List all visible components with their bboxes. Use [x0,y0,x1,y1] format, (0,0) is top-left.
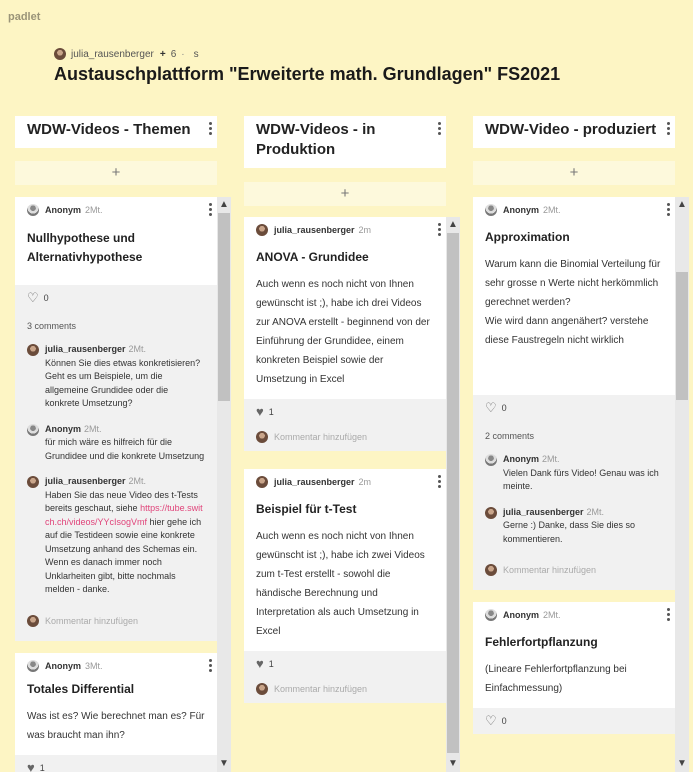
add-comment-placeholder: Kommentar hinzufügen [45,615,139,626]
avatar [27,204,39,216]
post-author: Anonym [503,610,539,620]
avatar [27,615,39,627]
column-menu-icon[interactable] [667,122,671,137]
time-suffix: s [193,48,199,60]
post-footer [244,399,446,451]
comment-time: 2Mt. [128,344,147,354]
add-comment-field[interactable] [27,615,205,627]
post-body: Was ist es? Wie berechnet man es? Für was braucht man ihn? [27,710,205,741]
avatar [485,609,497,621]
column-title: WDW-Videos - in Produktion [256,121,376,158]
scroll-up-icon[interactable]: ▲ [219,199,229,210]
add-post-button[interactable]: + [15,161,217,185]
post-author: Anonym [45,660,81,671]
like-button[interactable] [27,759,205,772]
comment-time: 2Mt. [84,423,102,434]
like-button[interactable] [256,404,434,419]
comment-text: Haben Sie das neue Video des t-Tests bereits geschaut, siehe [45,489,198,513]
add-comment-placeholder: Kommentar hinzufügen [503,565,597,575]
post-time: 2Mt. [543,205,561,215]
comment-text: Können Sie dies etwas konkretisieren? Geht es um Beispiele, um die allgemeine Grundidee oder die konkrete Umsetzung? [45,357,201,408]
contributor-count: 6 [170,48,177,60]
scrollbar-thumb[interactable] [676,272,688,400]
comment-time: 2Mt. [586,506,605,517]
heart-icon: ♥ [27,759,35,772]
scrollbar-thumb[interactable] [447,233,459,753]
add-comment-placeholder: Kommentar hinzufügen [274,684,368,694]
post-card[interactable] [244,469,446,703]
comment-text: für mich wäre es hilfreich für die Grundidee und die konkrete Umsetzung [45,437,205,461]
post-author: julia_rausenberger [274,477,355,487]
scroll-down-icon[interactable]: ▼ [219,758,229,769]
post-menu-icon[interactable] [438,223,442,238]
like-button[interactable] [485,713,663,728]
post-author: Anonym [45,205,81,215]
post-body: Warum kann die Binomial Verteilung für sehr grosse n Werte nicht herkömmlich gerechnet werden? Wie wird dann angenähert? verstehe diese Faustregeln nicht wirklich [485,259,661,346]
like-count: 1 [39,762,45,772]
avatar [485,507,497,519]
avatar [485,564,497,576]
comment [485,506,663,547]
scroll-up-icon[interactable]: ▲ [448,219,458,230]
comment-count[interactable]: 2 comments [485,431,535,441]
comment [485,453,663,494]
post-title: Totales Differential [27,681,135,696]
post-card[interactable] [15,653,217,772]
post-title: Nullhypothese und Alternativhypothese [27,231,143,264]
column-header [244,116,446,168]
post-title: Fehlerfortpflanzung [485,635,598,649]
post-footer [15,285,217,641]
post-title: Approximation [485,230,570,244]
heart-icon: ♡ [27,290,39,305]
scrollbar[interactable] [675,197,689,772]
avatar [27,424,39,436]
like-count: 0 [43,293,49,303]
post-author: julia_rausenberger [274,225,355,235]
heart-icon: ♥ [256,404,264,419]
post-menu-icon[interactable] [667,608,671,623]
avatar [27,476,39,488]
column-produziert-posts[interactable] [473,197,675,772]
post-body: Auch wenn es noch nicht von Ihnen gewünscht ist ;), habe ich zwei Videos zum t-Test erstellt - sowohl die händische Berechnung und Interpretation als auch Umsetzung in Excel [256,531,425,637]
column-produziert [473,116,675,185]
like-count: 0 [501,403,507,413]
post-footer [15,755,217,772]
scroll-up-icon[interactable]: ▲ [677,199,687,210]
post-time: 2m [358,477,372,487]
author-name[interactable]: julia_rausenberger [71,48,154,60]
column-produktion-posts[interactable] [244,217,446,742]
heart-icon: ♥ [256,656,264,671]
avatar [256,683,268,695]
column-themen-posts[interactable] [15,197,217,772]
add-comment-field[interactable] [256,683,434,695]
scrollbar-thumb[interactable] [218,213,230,401]
column-menu-icon[interactable] [438,122,442,137]
like-count: 0 [501,716,507,726]
scrollbar[interactable] [217,197,231,772]
scroll-down-icon[interactable]: ▼ [677,758,687,769]
avatar [485,204,497,216]
post-card[interactable] [244,217,446,451]
post-footer [473,395,675,590]
comment-text: Gerne :) Danke, dass Sie dies so kommentieren. [503,520,636,544]
post-time: 2Mt. [85,205,103,215]
post-menu-icon[interactable] [667,203,671,218]
avatar [256,476,268,488]
comment [27,475,205,597]
comment-time: 2Mt. [542,454,560,464]
comment-author: Anonym [45,423,81,434]
video-link[interactable]: https://tube.switch.ch/videos/YYcIsogVmf [45,503,203,527]
avatar [256,431,268,443]
post-time: 3Mt. [85,660,103,671]
heart-icon: ♡ [485,713,497,728]
plus-icon: + [159,48,166,60]
comment-text: Vielen Dank fürs Video! Genau was ich meinte. [503,467,659,491]
author-avatar [54,48,66,60]
comment-count[interactable]: 3 comments [27,321,77,331]
post-card[interactable] [473,602,675,734]
like-count: 1 [268,407,274,417]
add-post-button[interactable]: + [244,182,446,206]
column-title: WDW-Video - produziert [485,121,657,138]
post-menu-icon[interactable] [438,475,442,490]
column-themen [15,116,217,185]
column-header [473,116,675,148]
comment [27,423,205,464]
post-card[interactable] [473,197,675,590]
post-time: 2m [358,225,372,235]
avatar [27,660,39,672]
avatar [256,224,268,236]
column-title: WDW-Videos - Themen [27,121,191,138]
post-card[interactable] [15,197,217,641]
like-count: 1 [268,659,274,669]
post-body: Auch wenn es noch nicht von Ihnen gewünscht ist ;), habe ich drei Videos zur ANOVA erstellt - beginnend von der Einführung der Grundidee, einem konkreten Beispiel sowie der Umsetzung in Excel [256,279,430,385]
add-comment-field[interactable] [256,431,434,443]
comment [27,343,205,411]
post-title: ANOVA - Grundidee [256,250,369,264]
column-menu-icon[interactable] [209,122,213,137]
scroll-down-icon[interactable]: ▼ [448,758,458,769]
add-post-button[interactable]: + [473,161,675,185]
comment-author: julia_rausenberger [45,344,126,354]
comment-author: Anonym [503,454,539,464]
add-comment-placeholder: Kommentar hinzufügen [274,432,368,442]
board-meta [54,48,199,60]
comment-author: julia_rausenberger [503,506,584,517]
post-body: (Lineare Fehlerfortpflanzung bei Einfachmessung) [485,664,627,694]
add-comment-field[interactable] [485,564,663,576]
board-title: Austauschplattform "Erweiterte math. Grundlagen" FS2021 [54,64,561,84]
post-footer [244,651,446,703]
comment-text-cont: hier gehe ich auf die Testideen sowie eine konkrete Umsetzung anhand des Schemas ein. Wenn es danach immer noch Unklarheiten gibt, bitte nochmals melden - danke. [45,516,202,594]
like-button[interactable] [256,656,434,671]
separator-dot: · [181,48,185,60]
padlet-logo[interactable]: padlet [8,11,41,23]
post-menu-icon[interactable] [209,203,213,218]
post-menu-icon[interactable] [209,659,213,674]
scrollbar[interactable] [446,217,460,772]
heart-icon: ♡ [485,400,497,415]
avatar [27,344,39,356]
comment-time: 2Mt. [128,476,147,486]
like-button[interactable] [27,290,205,305]
avatar [485,454,497,466]
like-button[interactable] [485,400,663,415]
post-time: 2Mt. [543,610,561,620]
comment-author: julia_rausenberger [45,476,126,486]
column-produktion [244,116,446,206]
column-header [15,116,217,148]
post-footer [473,708,675,734]
post-author: Anonym [503,205,539,215]
post-title: Beispiel für t-Test [256,502,357,516]
